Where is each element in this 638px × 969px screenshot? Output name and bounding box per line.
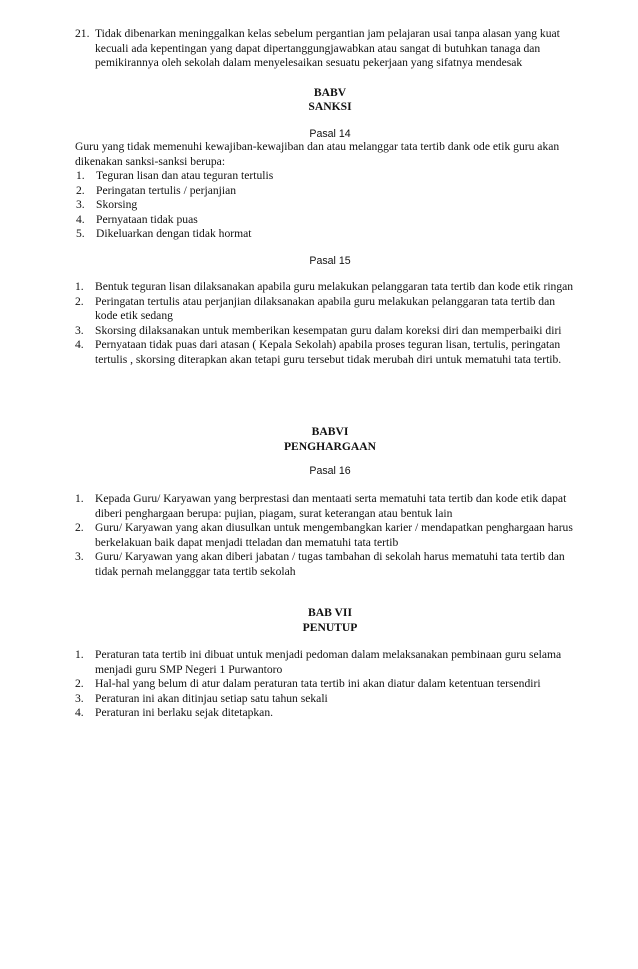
list-item: 4. Pernyataan tidak puas — [76, 212, 198, 226]
bab7-heading: BAB VII — [308, 606, 352, 619]
list-item: 2. Hal-hal yang belum di atur dalam peraturan tata tertib ini akan diatur dalam ketentuan tersendiri — [75, 677, 541, 691]
pasal-16-label: Pasal 16 — [309, 465, 351, 477]
list-item: 3. Guru/ Karyawan yang akan diberi jabatan / tugas tambahan di sekolah harus mematuhi tata tertib dan tidak pernah melangggar tata tertib sekolah — [75, 550, 565, 578]
list-item: 5. Dikeluarkan dengan tidak hormat — [76, 227, 252, 241]
list-item: 1. Teguran lisan dan atau teguran tertulis — [76, 169, 274, 182]
list-item: 1. Peraturan tata tertib ini dibuat untuk menjadi pedoman dalam melaksanakan pembinaan guru selama menjadi guru SMP Negeri 1 Purwantoro — [75, 648, 562, 676]
bab5-heading: BABV — [313, 86, 347, 99]
item-text: Tidak dibenarkan meninggalkan kelas sebelum pergantian jam pelajaran usai tanpa alasan yang kuat kecuali ada kepentingan yang dapat dipertanggungjawabkan atau sangat di butuhkan tanaga dan pemikirannya oleh sekolah dalam menyelesaikan sesuatu pekerjaan yang sifatnya mendesak — [95, 27, 560, 70]
pasal-15-label: Pasal 15 — [309, 255, 351, 267]
bab6-heading: BABVI — [311, 425, 349, 438]
bab5-title: SANKSI — [308, 100, 352, 113]
list-item: 2. Guru/ Karyawan yang akan diusulkan untuk mengembangkan karier / mendapatkan penghargaan harus berkelakuan baik dapat menjadi tteladan dan mematuhi tata tertib — [75, 521, 573, 549]
pasal-14-list — [76, 169, 581, 242]
pasal-16-list — [75, 492, 580, 580]
list-item: 2. Peringatan tertulis / perjanjian — [76, 183, 237, 197]
list-item: 2. Peringatan tertulis atau perjanjian dilaksanakan apabila guru melakukan pelanggaran tata tertib dan kode etik sedang — [75, 294, 556, 323]
pasal-14-label: Pasal 14 — [309, 128, 351, 140]
list-item: 1. Bentuk teguran lisan dilaksanakan apabila guru melakukan pelanggaran tata tertib dan kode etik ringan — [75, 280, 574, 293]
list-item: 4. Peraturan ini berlaku sejak ditetapkan. — [75, 706, 274, 720]
list-item: 3. Peraturan ini akan ditinjau setiap satu tahun sekali — [75, 691, 328, 705]
list-item: 1. Kepada Guru/ Karyawan yang berprestasi dan mentaati serta mematuhi tata tertib dan kode etik dapat diberi penghargaan berupa: pujian, piagam, surat keterangan atau bentuk lain — [75, 492, 567, 520]
list-item: 4. Pernyataan tidak puas dari atasan ( Kepala Sekolah) apabila proses teguran lisan, tertulis, peringatan tertulis , skorsing diterapkan akan tetapi guru tersebut tidak merubah diri untuk mematuhi tata tertib. — [75, 338, 562, 366]
list-item: 3. Skorsing dilaksanakan untuk memberikan kesempatan guru dalam koreksi diri dan memperbaiki diri — [75, 323, 562, 337]
bab7-list — [75, 648, 580, 721]
pasal-14-intro: Guru yang tidak memenuhi kewajiban-kewajiban dan atau melanggar tata tertib dank ode etik guru akan dikenakan sanksi-sanksi berupa: — [75, 140, 560, 168]
item-number: 21. — [75, 27, 90, 40]
list-item: 3. Skorsing — [76, 198, 138, 212]
bab7-title: PENUTUP — [302, 621, 358, 634]
item-21 — [75, 27, 580, 71]
bab6-title: PENGHARGAAN — [283, 440, 377, 453]
pasal-15-list — [75, 280, 580, 368]
